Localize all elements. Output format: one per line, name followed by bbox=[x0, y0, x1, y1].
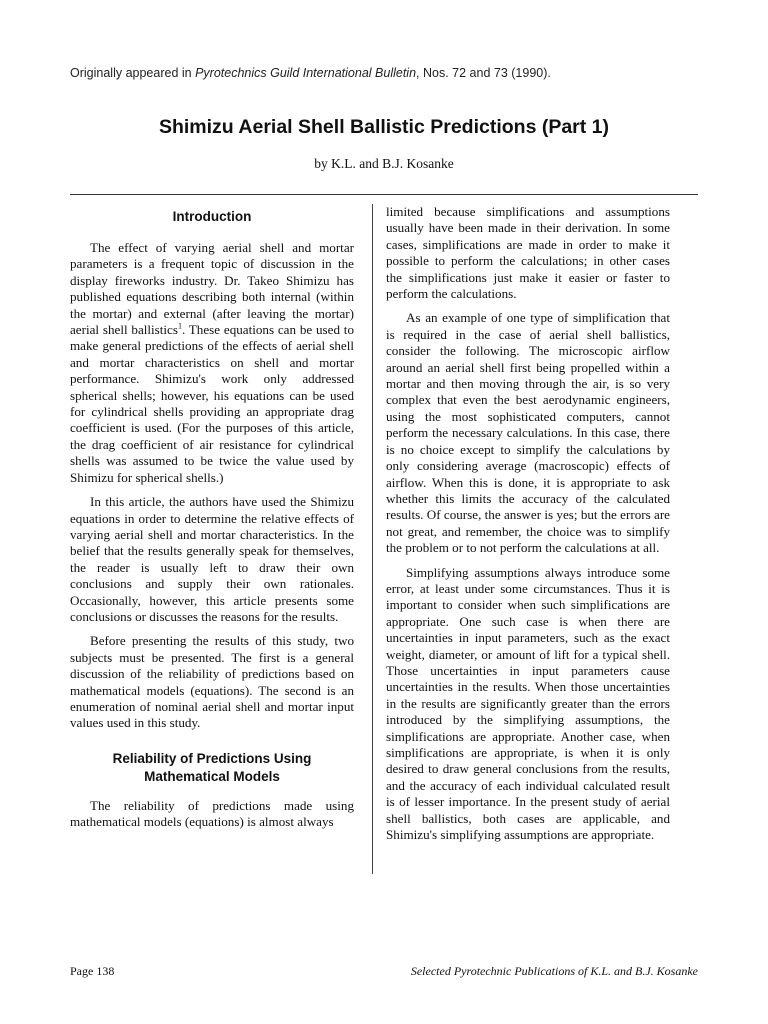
paragraph-intro-1-text: The effect of varying aerial shell and mortar parameters is a frequent topic of discussion in the display fireworks industry. Dr. Takeo Shimizu has published equations describing both internal (within the mortar) and external (after leaving the mortar) aerial shell ballistics bbox=[70, 240, 354, 338]
heading-reliability: Reliability of Predictions Using Mathematical Models bbox=[112, 750, 312, 784]
left-column bbox=[70, 204, 354, 839]
origin-journal: Pyrotechnics Guild International Bulletin bbox=[195, 66, 417, 80]
byline: by K.L. and B.J. Kosanke bbox=[314, 156, 454, 171]
right-column bbox=[386, 204, 670, 851]
paragraph-reliability-3: Simplifying assumptions always introduce some error, at least under some circumstances. Thus it is important to consider when such simplifications are appropriate. One such case is when there are uncertainties in input parameters, such as the exact weight, diameter, or amount of lift for a typical shell. Those uncertainties in input parameters cause uncertainties in the results. When those uncertainties in the results are significantly greater than the errors introduced by the simplifying assumptions, the simplifications are appropriate. Another case, when simplifications are appropriate, is when it is only desired to draw general conclusions from the results, and the accuracy of each individual calculated result is of lesser importance. In the present study of aerial shell ballistics, both cases are applicable, and Shimizu's simplifying assumptions are appropriate. bbox=[386, 564, 670, 843]
page-number: Page 138 bbox=[70, 964, 115, 978]
origin-suffix: , Nos. 72 and 73 (1990). bbox=[416, 66, 551, 80]
column-divider bbox=[372, 204, 373, 874]
article-title: Shimizu Aerial Shell Ballistic Predictions (Part 1) bbox=[158, 116, 610, 138]
paragraph-intro-3: Before presenting the results of this study, two subjects must be presented. The first is a general discussion of the reliability of predictions based on mathematical models (equations). The second is an enumeration of nominal aerial shell and mortar input values used in this study. bbox=[70, 633, 354, 731]
footnote-ref: 1 bbox=[177, 321, 182, 331]
origin-prefix: Originally appeared in bbox=[70, 66, 196, 80]
paragraph-reliability-2: As an example of one type of simplification that is required in the case of aerial shell ballistics, consider the following. The microscopic airflow around an aerial shell first being propelled within a mortar and then moving through the air, is so very complex that even the best aerodynamic engineers, using the most sophisticated computers, cannot perform the necessary calculations. In this case, there is no choice except to simplify the calculations by only considering average (macroscopic) effects of airflow. When this is done, it is appropriate to ask whether this limits the accuracy of the calculated results. Of course, the answer is yes; but the errors are not great, and remember, the choice was to simplify the problem or to not perform the calculations at all. bbox=[386, 310, 670, 556]
heading-introduction: Introduction bbox=[172, 209, 252, 224]
paragraph-intro-1 bbox=[70, 240, 354, 486]
header-rule bbox=[70, 194, 698, 195]
paragraph-intro-2: In this article, the authors have used the Shimizu equations in order to determine the relative effects of varying aerial shell and mortar characteristics. In the belief that the results generally speak for themselves, the reader is usually left to draw their own conclusions and supply their own rationales. Occasionally, however, this article presents some conclusions or discusses the reasons for the results. bbox=[70, 494, 354, 624]
publication-credit: Selected Pyrotechnic Publications of K.L. and B.J. Kosanke bbox=[410, 964, 698, 978]
paragraph-reliability-cont: limited because simplifications and assumptions usually have been made in their derivation. In some cases, simplifications are made in order to make it possible to perform the calculations; in other cases the simplifications just make it easier or faster to perform the calculations. bbox=[386, 204, 670, 302]
paragraph-reliability-1: The reliability of predictions made using mathematical models (equations) is almost always bbox=[70, 797, 354, 830]
origin-note bbox=[70, 66, 551, 80]
paragraph-intro-1-text-cont: . These equations can be used to make general predictions of the effects of aerial shell and mortar characteristics on shell and mortar performance. Shimizu's work only addressed spherical shells; however, his equations can be used for cylindrical shells providing an appropriate drag coefficient is used. (For the purposes of this article, the drag coefficient of air resistance for cylindrical shells was assumed to be twice the value used by Shimizu for spherical shells.) bbox=[70, 322, 354, 485]
